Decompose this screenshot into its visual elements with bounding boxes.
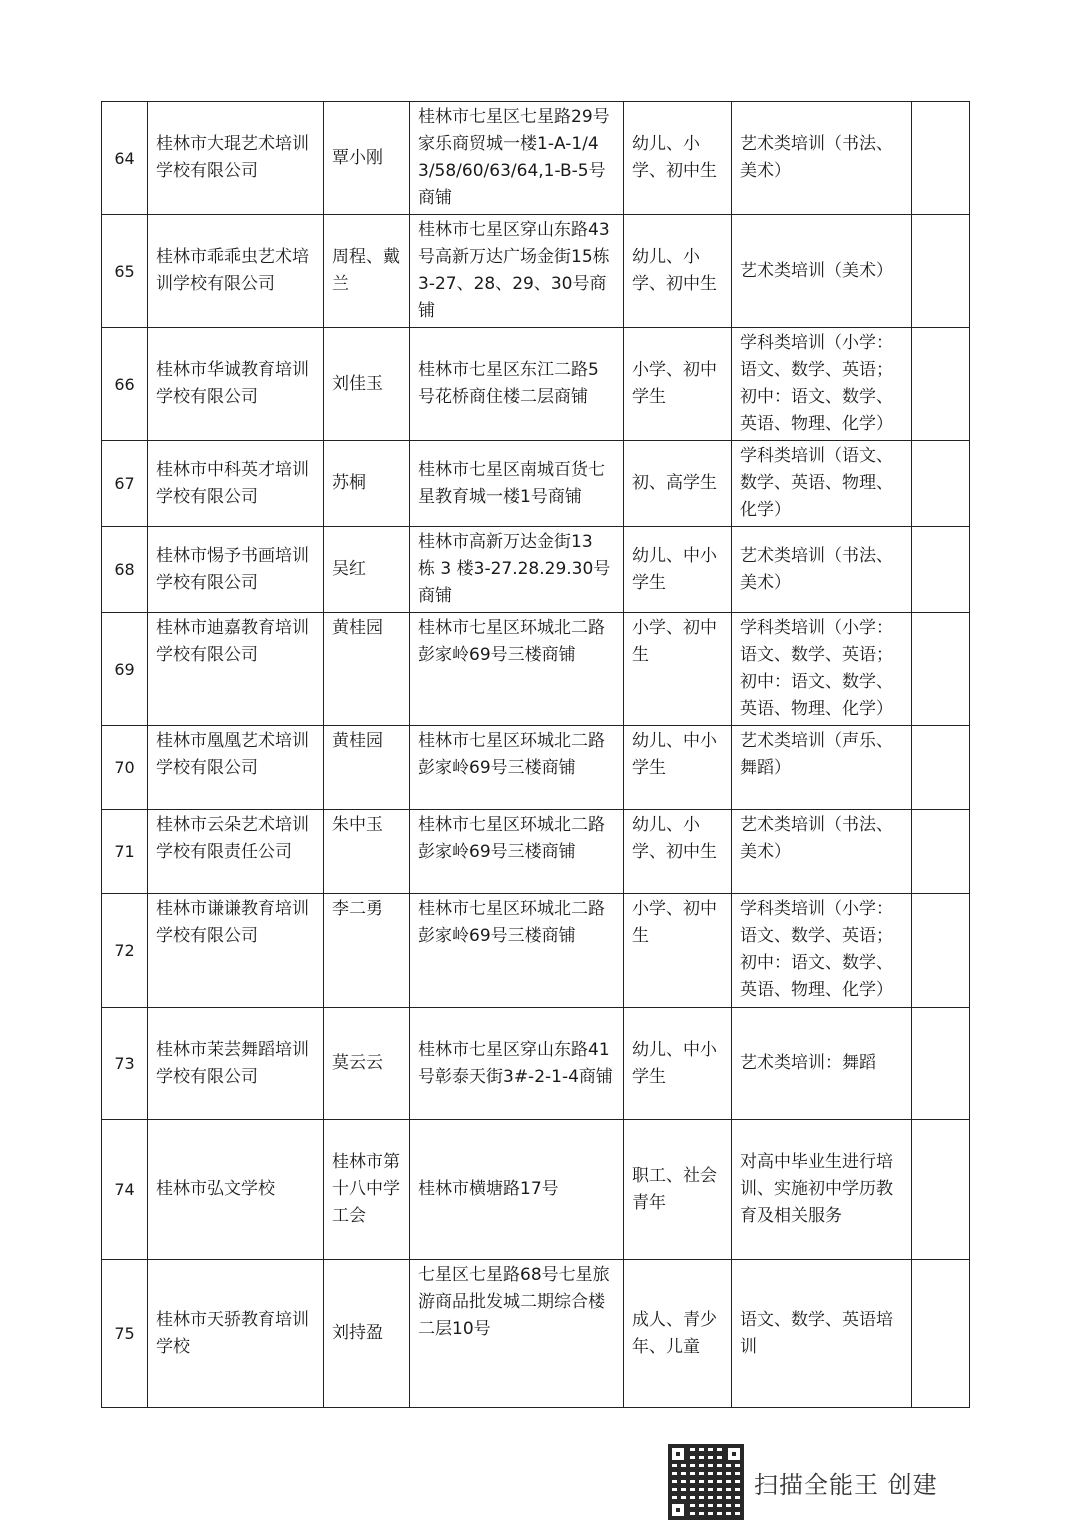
school-address: 桂林市七星区环城北二路彭家岭69号三楼商铺 (410, 726, 624, 810)
training-scope: 艺术类培训（声乐、舞蹈） (732, 726, 912, 810)
school-name: 桂林市茉芸舞蹈培训学校有限公司 (148, 1008, 324, 1120)
training-scope: 对高中毕业生进行培训、实施初中学历教育及相关服务 (732, 1120, 912, 1260)
school-name: 桂林市云朵艺术培训学校有限责任公司 (148, 810, 324, 894)
legal-person: 刘持盈 (324, 1260, 410, 1408)
school-name: 桂林市中科英才培训学校有限公司 (148, 441, 324, 527)
training-scope: 学科类培训（小学：语文、数学、英语；初中：语文、数学、英语、物理、化学） (732, 613, 912, 726)
table-row (102, 1120, 970, 1260)
school-address: 桂林市七星区穿山东路41号彰泰天街3#-2-1-4商铺 (410, 1008, 624, 1120)
remarks-cell (912, 1120, 970, 1260)
row-number: 73 (102, 1008, 148, 1120)
remarks-cell (912, 1008, 970, 1120)
legal-person: 黄桂园 (324, 726, 410, 810)
target-students: 职工、社会青年 (624, 1120, 732, 1260)
legal-person: 覃小刚 (324, 102, 410, 215)
remarks-cell (912, 1260, 970, 1408)
row-number: 72 (102, 894, 148, 1008)
target-students: 幼儿、中小学生 (624, 527, 732, 613)
target-students: 幼儿、小学、初中生 (624, 215, 732, 328)
table-row (102, 1008, 970, 1120)
school-address: 七星区七星路68号七星旅游商品批发城二期综合楼二层10号 (410, 1260, 624, 1408)
legal-person: 周程、戴兰 (324, 215, 410, 328)
row-number: 64 (102, 102, 148, 215)
school-address: 桂林市七星区环城北二路彭家岭69号三楼商铺 (410, 810, 624, 894)
row-number: 70 (102, 726, 148, 810)
school-name: 桂林市大琨艺术培训学校有限公司 (148, 102, 324, 215)
row-number: 66 (102, 328, 148, 441)
remarks-cell (912, 441, 970, 527)
school-address: 桂林市高新万达金街13 栋 3 楼3-27.28.29.30号商铺 (410, 527, 624, 613)
school-address: 桂林市七星区南城百货七星教育城一楼1号商铺 (410, 441, 624, 527)
row-number: 75 (102, 1260, 148, 1408)
target-students: 初、高学生 (624, 441, 732, 527)
row-number: 71 (102, 810, 148, 894)
row-number: 65 (102, 215, 148, 328)
training-scope: 艺术类培训（书法、美术） (732, 527, 912, 613)
legal-person: 莫云云 (324, 1008, 410, 1120)
target-students: 幼儿、中小学生 (624, 726, 732, 810)
training-scope: 学科类培训（小学：语文、数学、英语；初中：语文、数学、英语、物理、化学） (732, 328, 912, 441)
legal-person: 李二勇 (324, 894, 410, 1008)
school-address: 桂林市横塘路17号 (410, 1120, 624, 1260)
school-name: 桂林市谦谦教育培训学校有限公司 (148, 894, 324, 1008)
table-row (102, 441, 970, 527)
table-row (102, 328, 970, 441)
school-address: 桂林市七星区环城北二路彭家岭69号三楼商铺 (410, 894, 624, 1008)
table-row (102, 894, 970, 1008)
target-students: 小学、初中生 (624, 613, 732, 726)
row-number: 74 (102, 1120, 148, 1260)
target-students: 幼儿、小学、初中生 (624, 102, 732, 215)
remarks-cell (912, 810, 970, 894)
target-students: 幼儿、小学、初中生 (624, 810, 732, 894)
remarks-cell (912, 328, 970, 441)
remarks-cell (912, 613, 970, 726)
legal-person: 刘佳玉 (324, 328, 410, 441)
table-row (102, 102, 970, 215)
row-number: 68 (102, 527, 148, 613)
table-row (102, 215, 970, 328)
training-scope: 艺术类培训：舞蹈 (732, 1008, 912, 1120)
training-scope: 艺术类培训（美术） (732, 215, 912, 328)
training-school-table (101, 101, 970, 1408)
school-name: 桂林市凰凰艺术培训学校有限公司 (148, 726, 324, 810)
remarks-cell (912, 894, 970, 1008)
school-address: 桂林市七星区七星路29号家乐商贸城一楼1-A-1/43/58/60/63/64,1-B-5号商铺 (410, 102, 624, 215)
school-address: 桂林市七星区环城北二路彭家岭69号三楼商铺 (410, 613, 624, 726)
scanner-watermark (668, 1444, 938, 1520)
remarks-cell (912, 726, 970, 810)
legal-person: 桂林市第十八中学工会 (324, 1120, 410, 1260)
remarks-cell (912, 102, 970, 215)
remarks-cell (912, 215, 970, 328)
table-row (102, 810, 970, 894)
scanner-app-label: 扫描全能王 创建 (754, 1470, 938, 1499)
table-row (102, 1260, 970, 1408)
training-scope: 艺术类培训（书法、美术） (732, 810, 912, 894)
legal-person: 朱中玉 (324, 810, 410, 894)
legal-person: 吴红 (324, 527, 410, 613)
row-number: 67 (102, 441, 148, 527)
target-students: 幼儿、中小学生 (624, 1008, 732, 1120)
legal-person: 黄桂园 (324, 613, 410, 726)
school-name: 桂林市惕予书画培训学校有限公司 (148, 527, 324, 613)
remarks-cell (912, 527, 970, 613)
school-address: 桂林市七星区东江二路5号花桥商住楼二层商铺 (410, 328, 624, 441)
qr-code-icon (668, 1444, 744, 1520)
training-scope: 学科类培训（小学：语文、数学、英语；初中：语文、数学、英语、物理、化学） (732, 894, 912, 1008)
training-scope: 艺术类培训（书法、美术） (732, 102, 912, 215)
row-number: 69 (102, 613, 148, 726)
school-name: 桂林市天骄教育培训学校 (148, 1260, 324, 1408)
school-address: 桂林市七星区穿山东路43号高新万达广场金街15栋3-27、28、29、30号商铺 (410, 215, 624, 328)
table-row (102, 613, 970, 726)
table-row (102, 527, 970, 613)
target-students: 小学、初中生 (624, 894, 732, 1008)
school-name: 桂林市弘文学校 (148, 1120, 324, 1260)
legal-person: 苏桐 (324, 441, 410, 527)
training-scope: 语文、数学、英语培训 (732, 1260, 912, 1408)
table-row (102, 726, 970, 810)
school-name: 桂林市华诚教育培训学校有限公司 (148, 328, 324, 441)
target-students: 成人、青少年、儿童 (624, 1260, 732, 1408)
target-students: 小学、初中学生 (624, 328, 732, 441)
school-name: 桂林市迪嘉教育培训学校有限公司 (148, 613, 324, 726)
school-name: 桂林市乖乖虫艺术培训学校有限公司 (148, 215, 324, 328)
training-scope: 学科类培训（语文、数学、英语、物理、化学） (732, 441, 912, 527)
